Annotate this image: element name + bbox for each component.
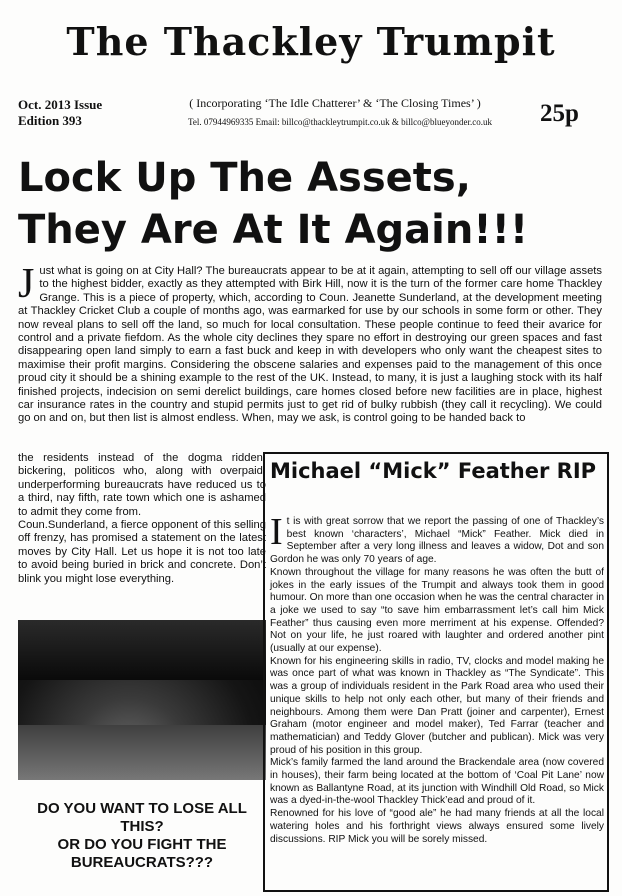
- obituary-paragraph-5: Renowned for his love of “good ale” he had many friends at all the local watering holes and his forthright views always ensured some lively discussions. RIP Mick you will be sorely missed.: [270, 808, 604, 845]
- incorporating-line: ( Incorporating ‘The Idle Chatterer’ & ‘The Closing Times’ ): [189, 96, 481, 110]
- lead-article-text: ust what is going on at City Hall? The bureaucrats appear to be at it again, attempting to sell off our village assets to the highest bidder, exactly as they attempted with Birk Hill, now it is the turn of the former care home Thackley Grange. This is a piece of property, which, according to Coun. Jeanette Sunderland, at the development meeting at Thackley Cricket Club a couple of months ago, was earmarked for use by our schools in some form or other. They now reveal plans to sell off the land, so much for local consultation. These people continue to feed their avarice for control and a private fiefdom. As the whole city declines they spare no effort in destroying our green spaces and fast disappearing open land simply to earn a fast buck and keep in with developers who only want the cheapest sites to maximise their profit margins. Considering the obscene salaries and expenses paid to the management of this once proud city it should be a shining example to the rest of the UK. Instead, to many, it is just a laughing stock with its half finished projects, indecision on semi derelict buildings, care homes closed before new facilities are in place, highest car insurance rates in the country and stupid permits just to get rid of bulky rubbish (they call it recycling). We could go on and on, but then list is almost endless. When, may we ask, is control going to be handed back to: [18, 265, 602, 425]
- landscape-photo: [18, 620, 266, 780]
- contact-line: Tel. 07944969335 Email: billco@thackleytrumpit.co.uk & billco@blueyonder.co.uk: [188, 117, 492, 127]
- issue-date: Oct. 2013 Issue: [18, 97, 103, 112]
- headline-line-1: Lock Up The Assets,: [18, 155, 471, 201]
- left-col-paragraph-2: Coun.Sunderland, a fierce opponent of this selling off frenzy, has promised a statement on the latest moves by City Hall. Let us hope it is not too late to avoid being buried in brick and concrete. Don’t blink you might lose everything.: [18, 519, 266, 585]
- issue-info: [18, 97, 102, 129]
- left-col-paragraph-1: the residents instead of the dogma ridden, bickering, politicos who, along with overpaid, underperforming bureaucrats have reduced us to a third, nay fifth, rate town which one is ashamed to admit they come from.: [18, 452, 266, 518]
- lead-article: [18, 261, 602, 426]
- caption-line-2: OR DO YOU FIGHT THE BUREAUCRATS???: [57, 836, 227, 871]
- main-headline: [18, 152, 608, 256]
- obituary-title: Michael “Mick” Feather RIP: [270, 459, 597, 483]
- obituary-paragraph-1-text: t is with great sorrow that we report the passing of one of Thackley’s best known ‘characters’, Michael “Mick” Feather. Mick died in September after a very long illness and leaves a widow, Dot and son Gordon he was only 70 years of age.: [270, 516, 604, 566]
- edition-number: Edition 393: [18, 113, 82, 128]
- lead-dropcap: J: [18, 261, 35, 307]
- obituary-paragraph-3: Known for his engineering skills in radio, TV, clocks and model making he was once part of what was known in Thackley as “The Syndicate”. This was a group of individuals resident in the Park Road area who used their unique skills to help not only each other, but many of their friends and neighbours. Among them were Dan Pratt (joiner and carpenter), Ernest Graham (motor engineer and model maker), Ted Farrar (teacher and mathematician) and Teddy Glover (butcher and publican). Mick was very proud of his position in this group.: [270, 655, 604, 756]
- photo-field: [18, 725, 266, 780]
- photo-sky: [18, 620, 266, 680]
- obituary-paragraph-1: [270, 511, 604, 567]
- obituary-paragraph-4: Mick’s family farmed the land around the Brackendale area (now covered in houses), their farm being located at the bottom of ‘Coal Pit Lane’ now known as Ballantyne Road, at its junction with Windhill Old Road, so Mick was a dyed-in-the-wool Thackley Thick’ead and proud of it.: [270, 757, 604, 807]
- obituary-dropcap: I: [270, 511, 283, 553]
- newspaper-masthead: The Thackley Trumpit: [66, 19, 556, 64]
- obituary-paragraph-2: Known throughout the village for many reasons he was often the butt of jokes in the early issues of the Trumpit and always took them in good humour. On more than one occasion when he was the central character in a joke we used to say “to save him embarrassment let’s call him Mick Feather” thus causing even more merriment at his expense. Offended? Not on your life, he just roared with laughter and ordered another pint (usually at our expense).: [270, 566, 604, 655]
- caption-line-1: DO YOU WANT TO LOSE ALL THIS?: [37, 800, 247, 835]
- headline-line-2: They Are At It Again!!!: [18, 207, 529, 253]
- obituary-body: [270, 511, 604, 846]
- lead-article-continued: [18, 452, 266, 586]
- price: 25p: [540, 100, 579, 127]
- photo-caption: [18, 800, 266, 872]
